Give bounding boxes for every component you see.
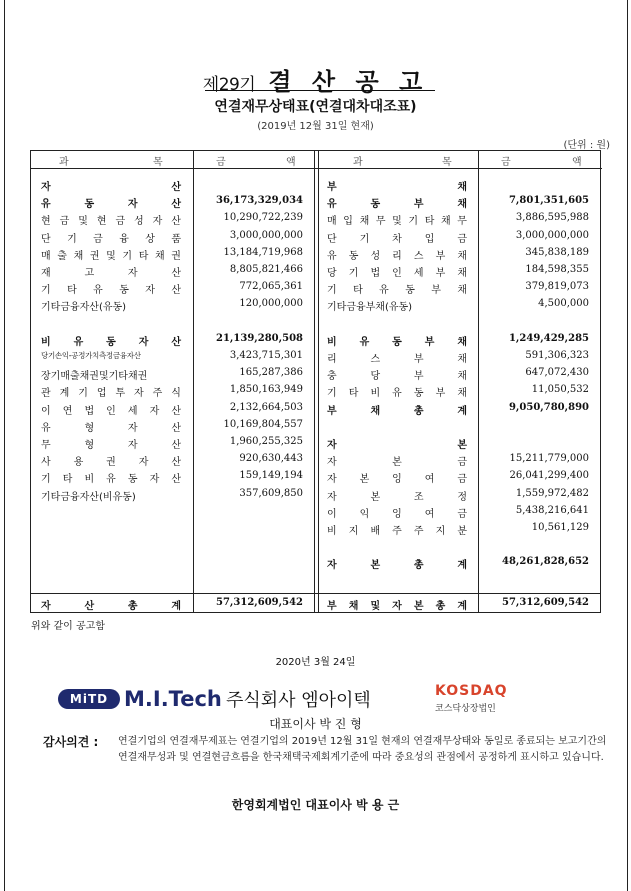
fiscal-period: 제29기 [202,75,256,95]
kosdaq-logo [435,683,508,714]
left-amount: 165,287,386 [239,367,303,379]
right-label: 당 기 법 인 세 부 채 [327,268,467,279]
left-label: 유 형 자 산 [41,422,181,434]
right-label: 자 본 총 계 [327,560,467,572]
auditor-signature: 한영회계법인 대표이사 박 용 근 [231,798,400,812]
left-label: 기 타 비 유 동 자 산 [41,474,181,486]
left-amount: 10,290,722,239 [223,212,303,224]
statement-subtitle: 연결재무상태표(연결대차대조표) [214,99,417,115]
right-row [31,488,600,505]
left-label: 단 기 금 융 상 품 [41,233,181,245]
right-label: 기타금융부채(유동) [327,302,413,314]
left-amount: 21,139,280,508 [216,332,303,344]
header-right-amount-2: 액 [572,157,582,168]
audit-opinion-text: 연결기업의 연결재무제표는 연결기업의 2019년 12월 31일 현재의 연결재무상태와 동일로 종료되는 보고기간의 연결재무성과 및 연결현금흐름을 한국채택국제회계기준에 따라 중요성의 관점에서 공정하게 표시하고 있습니다. [118,736,607,763]
right-row [31,212,600,229]
right-label: 비 지 배 주 주 지 분 [327,526,467,537]
right-amount: 5,438,216,641 [515,504,589,516]
right-label: 리 스 부 채 [327,354,467,365]
left-amount: 1,850,163,949 [229,384,303,396]
kosdaq-subtitle: 코스닥상장법인 [435,704,496,714]
left-label: 재 고 자 산 [41,268,181,279]
notice-title: 결 산 공 고 [268,68,429,96]
right-label: 자 본 조 정 [327,491,467,503]
left-label: 자 산 [41,182,181,193]
company-logo [58,685,222,713]
right-label: 기 타 비 유 동 부 채 [327,388,467,400]
right-amount: 3,000,000,000 [515,229,589,241]
header-left-item-2: 목 [153,157,163,168]
right-amount: 1,249,429,285 [508,332,589,344]
right-label: 부 채 총 계 [327,405,467,417]
header-left-amount-1: 금 [216,157,226,168]
left-amount: 13,184,719,968 [223,246,303,258]
right-row [31,178,600,195]
left-amount: 36,173,329,034 [216,195,303,207]
right-label: 매 입 채 무 및 기 타 채 무 [327,216,467,228]
right-row [31,298,600,315]
total-separator [31,593,600,594]
right-amount: 345,838,189 [525,246,589,258]
right-label: 단 기 차 입 금 [327,233,467,245]
right-amount: 10,561,129 [531,522,589,533]
page-border-left [4,0,5,891]
right-amount: 15,211,779,000 [509,453,589,465]
left-amount: 3,423,715,301 [229,350,303,361]
assets-total-label: 자 산 총 계 [41,601,181,612]
right-label: 자 본 잉 여 금 [327,474,467,486]
right-label: 충 당 부 채 [327,371,467,383]
left-label: 현 금 및 현 금 성 자 산 [41,216,181,228]
left-label: 무 형 자 산 [41,440,181,451]
left-amount: 3,000,000,000 [229,229,303,241]
ceo-name: 대표이사 박 진 형 [269,717,362,731]
right-amount: 3,886,595,988 [515,212,589,224]
right-label: 부 채 [327,182,467,193]
announcement-note: 위와 같이 공고함 [31,621,105,632]
right-row [31,539,600,556]
right-row [31,350,600,367]
right-amount: 379,819,073 [525,281,589,293]
liabilities-equity-total-row [31,597,600,614]
header-left-item-1: 과 [59,157,69,168]
right-amount: 647,072,430 [525,367,589,379]
title-underline [205,90,435,91]
left-amount: 357,609,850 [239,487,303,499]
left-label: 매 출 채 권 및 기 타 채 권 [41,250,181,262]
left-label: 당기손익-공정가치측정금융자산 [41,351,141,360]
left-label: 이 연 법 인 세 자 산 [41,405,181,417]
left-amount: 8,805,821,466 [229,264,303,275]
balance-sheet-table [30,150,601,613]
right-row [31,522,600,539]
left-label: 기 타 유 동 자 산 [41,285,181,297]
liabilities-equity-total-label: 부 채 및 자 본 총 계 [327,601,467,612]
header-right-item-1: 과 [353,157,363,168]
right-amount: 591,306,323 [525,350,589,361]
header-left-amount-2: 액 [286,157,296,168]
right-row [31,556,600,573]
right-row [31,505,600,522]
right-row [31,247,600,264]
left-label: 장기매출채권및기타채권 [41,371,148,383]
right-label: 자 본 금 [327,457,467,469]
left-amount: 159,149,194 [239,470,303,482]
right-row [31,281,600,298]
right-amount: 26,041,299,400 [509,470,589,482]
right-amount: 4,500,000 [538,298,589,310]
left-amount: 120,000,000 [239,298,303,310]
left-amount: 10,169,804,557 [223,418,303,430]
right-row [31,402,600,419]
right-label: 유 동 성 리 스 부 채 [327,250,467,262]
right-label: 자 본 [327,440,467,451]
right-amount: 184,598,355 [525,264,589,275]
right-row [31,316,600,333]
logo-wordmark: M.I.Tech [124,687,222,711]
left-label: 관 계 기 업 투 자 주 식 [41,388,181,400]
right-row [31,264,600,281]
right-amount: 48,261,828,652 [502,556,589,568]
right-row [31,470,600,487]
left-label: 기타금융자산(유동) [41,302,127,314]
right-amount: 1,559,972,482 [515,487,589,499]
left-label: 비 유 동 자 산 [41,336,181,348]
page-title [0,62,631,97]
right-label: 이 익 잉 여 금 [327,508,467,520]
right-row [31,367,600,384]
right-label: 기 타 유 동 부 채 [327,285,467,297]
statement-date: (2019년 12월 31일 현재) [257,121,374,132]
left-label: 유 동 자 산 [41,199,181,211]
right-row [31,333,600,350]
kosdaq-wordmark: KOSDAQ [435,683,508,699]
left-amount: 772,065,361 [239,281,303,293]
right-row [31,436,600,453]
right-row [31,230,600,247]
right-row [31,419,600,436]
header-right-amount-1: 금 [501,157,511,168]
right-label: 유 동 부 채 [327,199,467,211]
audit-opinion-label: 감사의견 : [43,735,99,749]
left-amount: 2,132,664,503 [229,401,303,413]
company-name: 주식회사 엠아이텍 [226,690,371,711]
right-amount: 9,050,780,890 [508,401,589,413]
right-row [31,453,600,470]
page-border-right [627,0,628,891]
header-right-item-2: 목 [442,157,452,168]
left-amount: 920,630,443 [239,453,303,465]
liabilities-equity-total-amount: 57,312,609,542 [502,597,589,608]
announcement-date: 2020년 3월 24일 [275,657,356,668]
right-label: 비 유 동 부 채 [327,336,467,348]
unit-label: (단위 : 원) [563,140,610,151]
right-amount: 7,801,351,605 [508,195,589,207]
left-label: 사 용 권 자 산 [41,457,181,469]
left-label: 기타금융자산(비유동) [41,491,136,503]
assets-total-amount: 57,312,609,542 [216,597,303,608]
right-amount: 11,050,532 [531,384,589,396]
logo-mark: MiTD [58,689,120,709]
right-row [31,384,600,401]
right-row [31,195,600,212]
left-amount: 1,960,255,325 [229,436,303,447]
